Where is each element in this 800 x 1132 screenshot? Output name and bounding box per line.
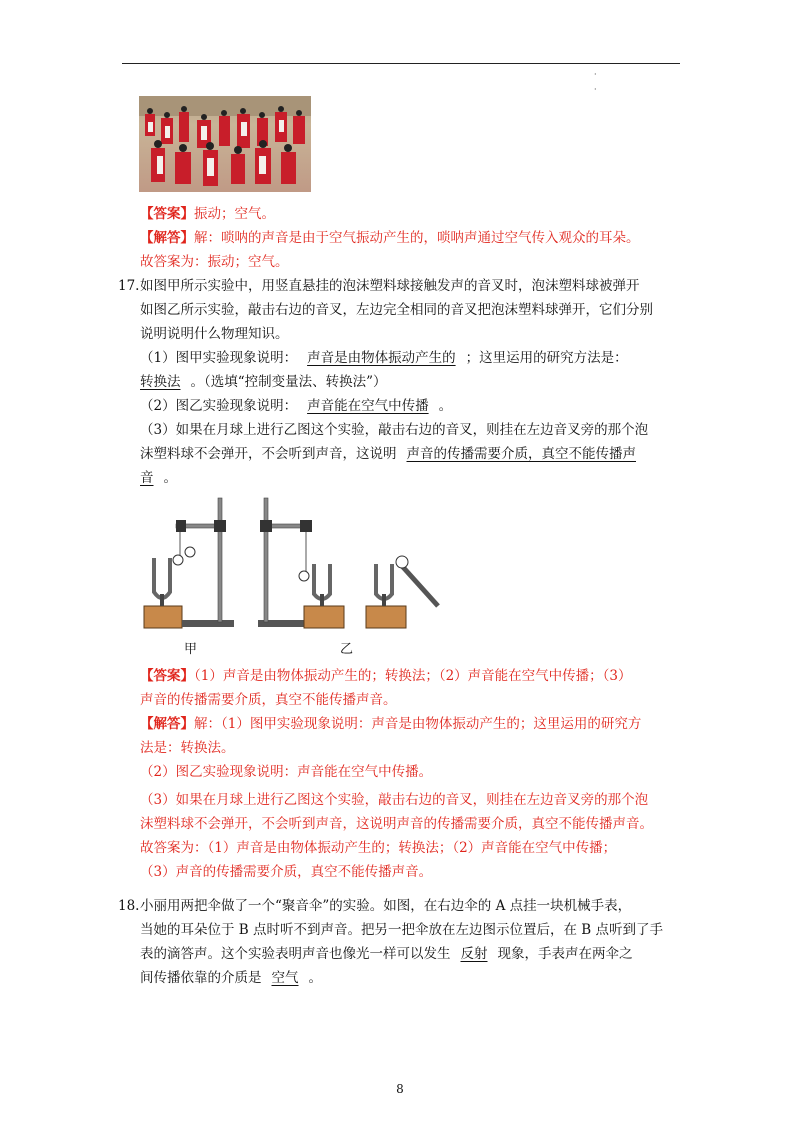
- figure-label-jia: 甲: [184, 642, 198, 657]
- q17-solution: [140, 715, 641, 733]
- q17-stem: 说明说明什么物理知识。: [140, 326, 289, 342]
- q17-part3-end: [140, 469, 177, 487]
- q17-stem: 如图乙所示实验，敲击右边的音叉，左边完全相同的音叉把泡沫塑料球弹开，它们分别: [140, 302, 653, 318]
- q17-answer-cont: 声音的传播需要介质，真空不能传播声音。: [140, 692, 397, 708]
- stem-text: 。: [308, 970, 322, 986]
- q17-part3-cont: [140, 445, 646, 463]
- q17-solution-line: 沫塑料球不会弹开，不会听到声音，这说明声音的传播需要介质，真空不能传播声音。: [140, 816, 653, 832]
- fill-answer: 声音的传播需要介质，真空不能传播声: [406, 446, 636, 462]
- q18-stem: [140, 969, 322, 987]
- solution-text: 解：唢呐的声音是由于空气振动产生的，唢呐声通过空气传入观众的耳朵。: [194, 230, 640, 246]
- stem-text: 表的滴答声。这个实验表明声音也像光一样可以发生: [140, 946, 451, 962]
- q17-answer: [140, 667, 632, 685]
- stem-text: 现象，手表声在两伞之: [497, 946, 633, 962]
- part-text: 。: [163, 470, 177, 486]
- q17-solution-line: （3）声音的传播需要介质，真空不能传播声音。: [140, 864, 433, 880]
- part-text: ；这里运用的研究方法是：: [465, 350, 628, 366]
- fill-answer: 转换法: [140, 374, 181, 390]
- fill-answer: 声音是由物体振动产生的: [307, 350, 456, 366]
- fill-answer: 音: [140, 470, 154, 486]
- q17-solution-line: （3）如果在月球上进行乙图这个实验，敲击右边的音叉，则挂在左边音叉旁的那个泡: [140, 792, 649, 808]
- solution-tag: 【解答】: [140, 716, 194, 732]
- q17-solution-line: 法是：转换法。: [140, 740, 235, 756]
- q16-answer: [140, 205, 275, 223]
- performance-photo: [139, 96, 311, 192]
- part-text: 。（选填“控制变量法、转换法”）: [190, 374, 387, 390]
- q16-final: 故答案为：振动；空气。: [140, 254, 289, 270]
- q17-stem: 如图甲所示实验中，用竖直悬挂的泡沫塑料球接触发声的音叉时，泡沫塑料球被弹开: [140, 278, 640, 294]
- q17-part1: [140, 349, 628, 367]
- q17-part1-cont: [140, 373, 387, 391]
- question-number: 17.: [118, 278, 140, 294]
- tuning-fork-diagram: [140, 494, 450, 656]
- stem-text: 间传播依靠的介质是: [140, 970, 262, 986]
- q18-stem: 小丽用两把伞做了一个“聚音伞”的实验。如图，在右边伞的 A 点挂一块机械手表，: [140, 898, 632, 914]
- q17-solution-line: 故答案为：（1）声音是由物体振动产生的；转换法；（2）声音能在空气中传播；: [140, 840, 617, 856]
- header-dot: ·: [594, 70, 597, 79]
- part-text: 沫塑料球不会弹开，不会听到声音，这说明: [140, 446, 397, 462]
- tuning-fork-figure: [140, 494, 450, 656]
- page-number: 8: [396, 1082, 404, 1096]
- fill-answer: 反射: [460, 946, 488, 962]
- header-dot: ·: [594, 85, 597, 94]
- solution-tag: 【解答】: [140, 230, 194, 246]
- answer-tag: 【答案】: [140, 206, 194, 222]
- part-text: （1）图甲实验现象说明：: [140, 350, 298, 366]
- answer-text: 振动；空气。: [194, 206, 275, 222]
- header-rule: [122, 63, 680, 64]
- fill-answer: 声音能在空气中传播: [307, 398, 429, 414]
- q17-part3: （3）如果在月球上进行乙图这个实验，敲击右边的音叉，则挂在左边音叉旁的那个泡: [140, 422, 649, 438]
- part-text: （2）图乙实验现象说明：: [140, 398, 298, 414]
- fill-answer: 空气: [271, 970, 299, 986]
- q18-stem: 当她的耳朵位于 B 点时听不到声音。把另一把伞放在左边图示位置后，在 B 点听到了手: [140, 922, 664, 938]
- answer-tag: 【答案】: [140, 668, 194, 684]
- answer-text: （1）声音是由物体振动产生的；转换法；（2）声音能在空气中传播；（3）: [194, 668, 632, 684]
- solution-text: 解：（1）图甲实验现象说明：声音是由物体振动产生的；这里运用的研究方: [194, 716, 642, 732]
- part-text: 。: [438, 398, 453, 414]
- figure-label-yi: 乙: [340, 642, 354, 657]
- q17-part2: [140, 397, 452, 415]
- question-number: 18.: [118, 898, 140, 914]
- q18-stem: [140, 945, 633, 963]
- q16-solution: [140, 229, 640, 247]
- q17-solution-line: （2）图乙实验现象说明：声音能在空气中传播。: [140, 764, 433, 780]
